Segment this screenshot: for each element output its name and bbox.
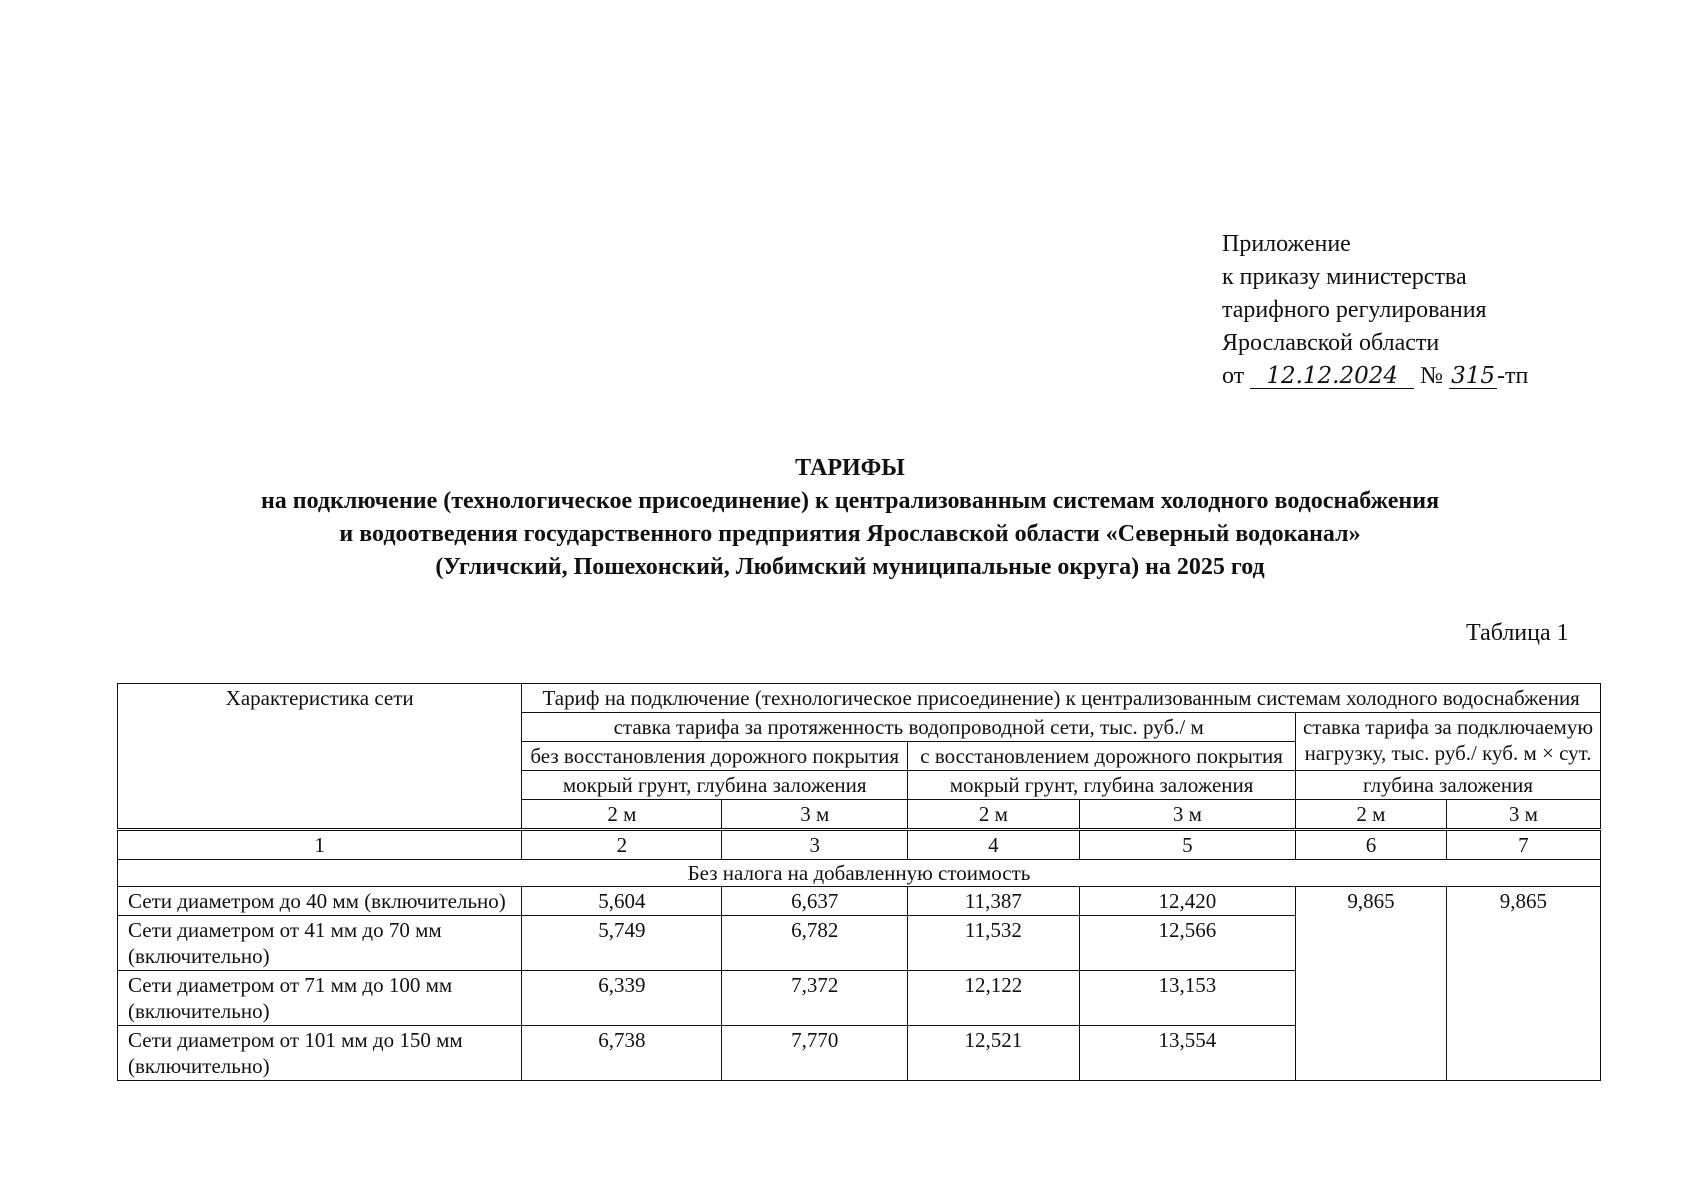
value-cell: 12,420 — [1079, 887, 1295, 916]
value-cell: 11,532 — [908, 916, 1080, 971]
table-row — [118, 887, 1601, 916]
depth-cell: 2 м — [908, 800, 1080, 830]
value-cell: 12,122 — [908, 971, 1080, 1026]
order-suffix: -тп — [1496, 363, 1529, 389]
value-cell: 6,782 — [722, 916, 908, 971]
depth-cell: 3 м — [722, 800, 908, 830]
title-line: и водоотведения государственного предприятия Ярославской области «Северный водоканал» — [339, 521, 1361, 547]
appendix-order-line — [1222, 360, 1528, 393]
appendix-line: Приложение — [1222, 231, 1351, 257]
appendix-line: тарифного регулирования — [1222, 297, 1487, 323]
table-label: Таблица 1 — [1466, 620, 1569, 646]
column-number: 7 — [1446, 830, 1600, 860]
appendix-header — [1222, 228, 1528, 393]
order-number-handwritten: 315 — [1451, 363, 1495, 389]
column-number: 1 — [118, 830, 522, 860]
row-label: Сети диаметром до 40 мм (включительно) — [118, 887, 522, 916]
value-cell: 11,387 — [908, 887, 1080, 916]
value-cell: 6,738 — [522, 1026, 722, 1081]
section-row — [118, 860, 1601, 887]
value-cell: 13,554 — [1079, 1026, 1295, 1081]
load-rate-2m: 9,865 — [1296, 887, 1447, 1081]
value-cell: 7,770 — [722, 1026, 908, 1081]
row-label: Сети диаметром от 41 мм до 70 мм (включительно) — [118, 916, 522, 971]
header-with-road: с восстановлением дорожного покрытия — [908, 742, 1296, 771]
header-network-characteristic: Характеристика сети — [118, 684, 522, 830]
value-cell: 12,521 — [908, 1026, 1080, 1081]
header-tariff-title: Тариф на подключение (технологическое присоединение) к централизованным системам холодного водоснабжения — [522, 684, 1601, 713]
header-without-road: без восстановления дорожного покрытия — [522, 742, 908, 771]
header-wet-soil: мокрый грунт, глубина заложения — [908, 771, 1296, 800]
value-cell: 6,637 — [722, 887, 908, 916]
column-number: 4 — [908, 830, 1080, 860]
title-main: ТАРИФЫ — [795, 455, 905, 481]
row-label: Сети диаметром от 71 мм до 100 мм (включительно) — [118, 971, 522, 1026]
load-rate-3m: 9,865 — [1446, 887, 1600, 1081]
value-cell: 7,372 — [722, 971, 908, 1026]
depth-cell: 2 м — [522, 800, 722, 830]
column-number: 6 — [1296, 830, 1447, 860]
column-number-row — [118, 830, 1601, 860]
value-cell: 6,339 — [522, 971, 722, 1026]
depth-cell: 2 м — [1296, 800, 1447, 830]
column-number: 3 — [722, 830, 908, 860]
depth-cell: 3 м — [1446, 800, 1600, 830]
order-number-sign: № — [1420, 363, 1444, 389]
header-load-rate: ставка тарифа за подключаемую нагрузку, тыс. руб./ куб. м × сут. — [1296, 713, 1601, 771]
value-cell: 13,153 — [1079, 971, 1295, 1026]
order-from-label: от — [1222, 363, 1245, 389]
title-line: на подключение (технологическое присоединение) к централизованным системам холодного водоснабжения — [260, 488, 1440, 514]
row-label: Сети диаметром от 101 мм до 150 мм (включительно) — [118, 1026, 522, 1081]
section-no-vat: Без налога на добавленную стоимость — [118, 860, 1601, 887]
value-cell: 5,604 — [522, 887, 722, 916]
appendix-line: Ярославской области — [1222, 330, 1440, 356]
order-date-handwritten: 12.12.2024 — [1250, 364, 1414, 389]
tariffs-table — [117, 683, 1601, 1081]
value-cell: 12,566 — [1079, 916, 1295, 971]
title-line: (Угличский, Пошехонский, Любимский муниципальные округа) на 2025 год — [435, 554, 1265, 580]
document-title — [100, 452, 1600, 584]
appendix-line: к приказу министерства — [1222, 264, 1467, 290]
header-depth: глубина заложения — [1296, 771, 1601, 800]
column-number: 5 — [1079, 830, 1295, 860]
header-length-rate: ставка тарифа за протяженность водопроводной сети, тыс. руб./ м — [522, 713, 1296, 742]
value-cell: 5,749 — [522, 916, 722, 971]
column-number: 2 — [522, 830, 722, 860]
depth-cell: 3 м — [1079, 800, 1295, 830]
header-row — [118, 684, 1601, 713]
header-wet-soil: мокрый грунт, глубина заложения — [522, 771, 908, 800]
